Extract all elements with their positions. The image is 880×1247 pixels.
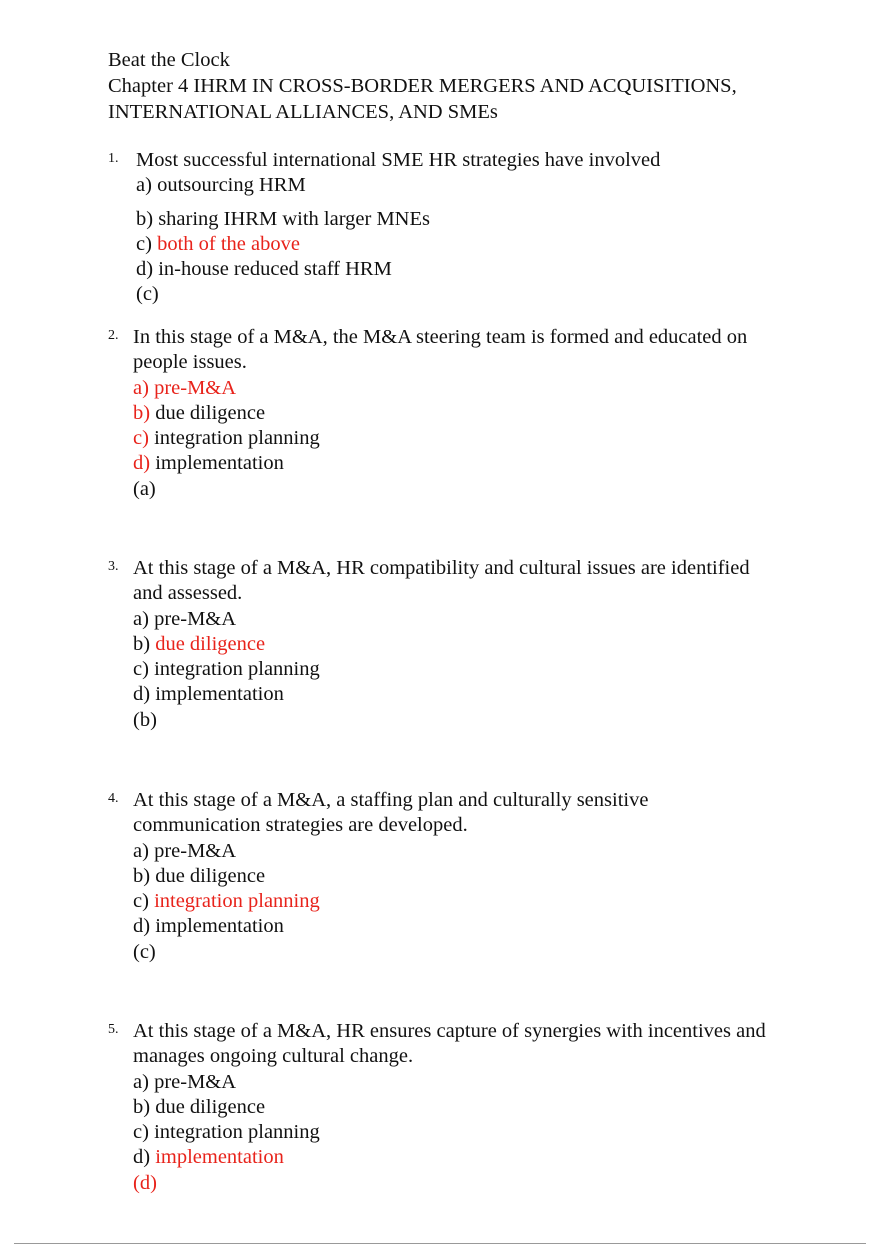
answer-key: (b): [133, 708, 157, 731]
highlighted-answer: due diligence: [155, 632, 266, 655]
question-number: 4.: [108, 791, 119, 806]
option-b: b) due diligence: [133, 864, 266, 887]
question-5: [108, 1019, 798, 1196]
answer-key: (c): [136, 283, 159, 306]
question-number: 2.: [108, 328, 119, 343]
option-d: d) in-house reduced staff HRM: [136, 258, 392, 281]
question-stem-line-2: people issues.: [133, 351, 247, 374]
option-d: d) implementation: [133, 915, 284, 938]
question-2: [108, 325, 798, 502]
highlighted-answer: integration planning: [154, 890, 320, 913]
chapter-title-line-2: INTERNATIONAL ALLIANCES, AND SMEs: [108, 101, 498, 123]
option-c: c) integration planning: [133, 890, 320, 913]
option-a: a) pre-M&A: [133, 839, 237, 862]
question-stem-line-1: At this stage of a M&A, HR ensures capture of synergies with incentives and: [133, 1020, 766, 1042]
highlighted-answer: implementation: [155, 1146, 284, 1169]
option-b: b) sharing IHRM with larger MNEs: [136, 207, 430, 230]
option-d: d) implementation: [133, 1146, 284, 1169]
option-d: d) implementation: [133, 683, 284, 706]
question-stem: Most successful international SME HR strategies have involved: [136, 149, 661, 171]
question-number: 5.: [108, 1022, 119, 1037]
question-stem-line-2: manages ongoing cultural change.: [133, 1045, 414, 1068]
question-1: [108, 148, 798, 308]
highlighted-answer: pre-M&A: [154, 376, 237, 399]
question-stem-line-1: At this stage of a M&A, HR compatibility and cultural issues are identified: [133, 557, 750, 579]
question-stem-line-2: communication strategies are developed.: [133, 814, 468, 837]
question-number: 1.: [108, 151, 119, 166]
option-c: c) integration planning: [133, 1121, 320, 1144]
option-a: a) pre-M&A: [133, 607, 237, 630]
header-title: Beat the Clock: [108, 49, 230, 71]
question-4: [108, 788, 798, 965]
question-stem-line-1: In this stage of a M&A, the M&A steering team is formed and educated on: [133, 326, 748, 348]
answer-key: (c): [133, 940, 156, 963]
answer-key: (a): [133, 477, 156, 500]
footer-divider: [14, 1243, 866, 1244]
highlighted-answer: both of the above: [157, 232, 300, 255]
option-c: c) integration planning: [133, 658, 320, 681]
option-a: a) outsourcing HRM: [136, 174, 306, 197]
question-stem-line-2: and assessed.: [133, 582, 243, 605]
document-header: [108, 47, 808, 125]
question-stem-line-1: At this stage of a M&A, a staffing plan and culturally sensitive: [133, 789, 649, 811]
chapter-title-line-1: Chapter 4 IHRM IN CROSS-BORDER MERGERS AND ACQUISITIONS,: [108, 75, 737, 97]
question-3: [108, 556, 798, 733]
option-a: a) pre-M&A: [133, 1070, 237, 1093]
option-b: b) due diligence: [133, 632, 266, 655]
option-b: b) due diligence: [133, 401, 266, 424]
option-a: a) pre-M&A: [133, 376, 237, 399]
answer-key: (d): [133, 1171, 157, 1194]
option-c: c) integration planning: [133, 427, 320, 450]
option-d: d) implementation: [133, 452, 284, 475]
option-c: c) both of the above: [136, 232, 300, 255]
question-number: 3.: [108, 559, 119, 574]
option-b: b) due diligence: [133, 1095, 266, 1118]
